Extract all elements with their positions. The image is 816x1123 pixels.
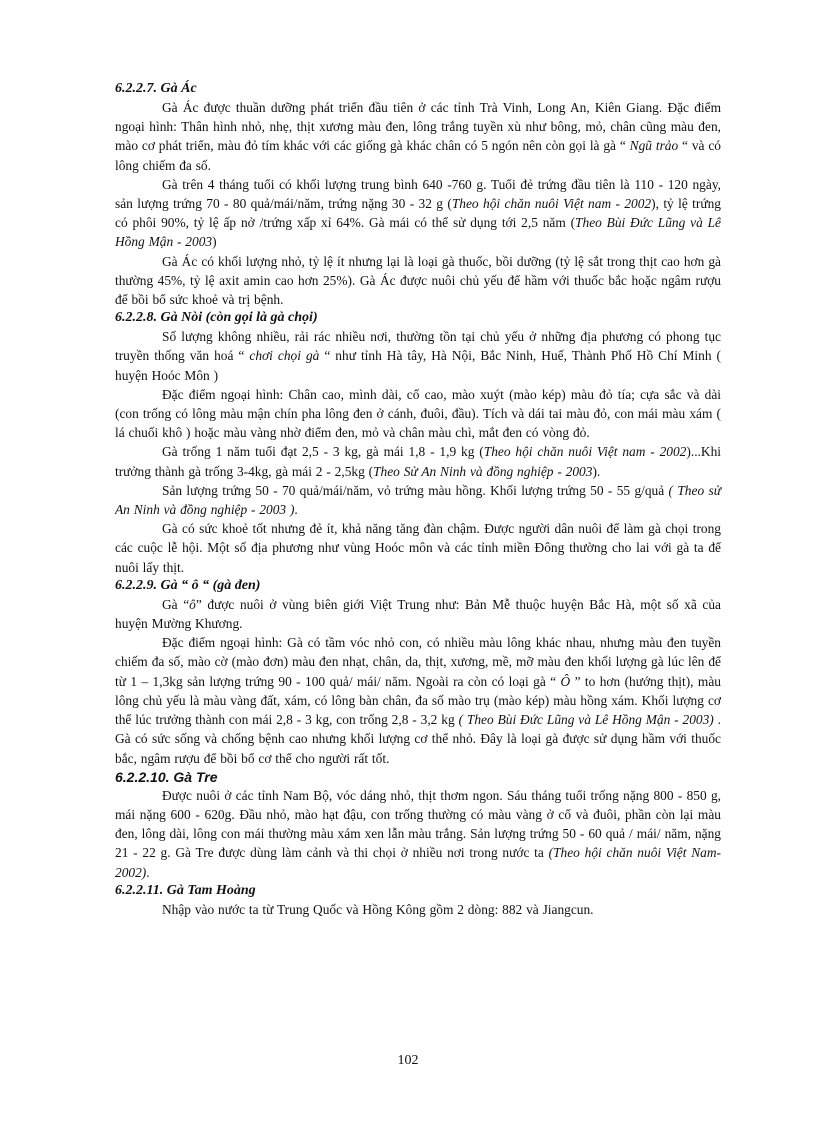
body-text: Gà “ xyxy=(162,596,190,612)
body-text: “ như tỉnh Hà tây, Hà Nội, Bắc Ninh, Huế, Thành Phố Hồ Chí Minh ( huyện Hoóc Môn ) xyxy=(115,348,721,383)
paragraph xyxy=(115,385,721,443)
citation-text: ô xyxy=(189,596,196,612)
body-text: Nhập vào nước ta từ Trung Quốc và Hồng Kông gồm 2 dòng: 882 và Jiangcun. xyxy=(162,901,594,917)
section-heading-ga-tre: 6.2.2.10. Gà Tre xyxy=(115,768,218,785)
body-text: . xyxy=(294,502,298,518)
section-heading-ga-o: 6.2.2.9. Gà “ ô “ (gà đen) xyxy=(115,577,261,593)
body-text: Gà có sức khoẻ tốt nhưng đẻ ít, khả năng tăng đàn chậm. Được người dân nuôi để làm gà chọi trong các cuộc lễ hội. Một số địa phương như vùng Hoóc môn và các tỉnh miền Đông thường cho lai với gà ta để nuôi lấy thịt. xyxy=(115,521,721,575)
citation-text: chơi chọi gà xyxy=(249,348,320,364)
paragraph xyxy=(115,595,721,633)
body-text: Đặc điểm ngoại hình: Chân cao, mình dài, cổ cao, mào xuýt (mào kép) màu đỏ tía; cựa sắc và dài (con trống có lông màu mận chín pha lông đen ở cánh, đuôi, đầu). Tích và dái tai màu đỏ, con mái màu xám ( lá chuối khô ) hoặc màu vàng nhờ điểm đen, mỏ và chân màu chì, mắt đen có vòng đỏ. xyxy=(115,386,721,441)
paragraph xyxy=(115,900,721,919)
citation-text: ( Theo sử An Ninh và đồng nghiệp - 2003 ) xyxy=(115,482,721,518)
body-text: Số lượng không nhiều, rải rác nhiều nơi, thường tồn tại chủ yếu ở những địa phương có phong tục truyền thống văn hoá “ xyxy=(115,329,721,364)
body-text: “ và có lông chiếm đa số. xyxy=(115,138,721,173)
body-text: ). xyxy=(592,463,601,479)
paragraph xyxy=(115,633,721,767)
citation-text: Theo hội chăn nuôi Việt nam - 2002 xyxy=(451,196,652,212)
paragraph xyxy=(115,98,721,175)
page-body xyxy=(115,80,721,919)
paragraph xyxy=(115,481,721,519)
citation-text: Theo Sử An Ninh và đồng nghiệp - 2003 xyxy=(373,463,593,479)
body-text: Sản lượng trứng 50 - 70 quả/mái/năm, vỏ trứng màu hồng. Khối lượng trứng 50 - 55 g/quả xyxy=(162,482,669,498)
paragraph xyxy=(115,442,721,480)
body-text: Gà Ác được thuần dưỡng phát triển đầu tiên ở các tỉnh Trà Vinh, Long An, Kiên Giang. Đặc điểm ngoại hình: Thân hình nhỏ, nhẹ, thịt xương màu đen, lông trắng tuyền xù như bông, mỏ, chân cũng màu đen, mào cơ phát triển, màu đỏ tím khác với các giống gà khác chân có 5 ngón nên còn gọi là gà “ xyxy=(115,100,721,154)
body-text: . xyxy=(146,864,150,880)
body-text: Gà trống 1 năm tuổi đạt 2,5 - 3 kg, gà mái 1,8 - 1,9 kg ( xyxy=(162,444,484,460)
body-text: Gà Ác có khối lượng nhỏ, tỷ lệ ít nhưng lại là loại gà thuốc, bồi dưỡng (tỷ lệ sắt trong thịt cao hơn gà thường 45%, tỷ lệ axit amin cao hơn 25%). Gà Ác được nuôi chủ yếu để hầm với thuốc bắc hoặc ngâm rượu để bồi bổ sức khoẻ và trị bệnh. xyxy=(115,253,721,308)
citation-text: Theo hội chăn nuôi Việt nam - 2002 xyxy=(483,444,687,460)
paragraph xyxy=(115,786,721,882)
body-text: . Gà có sức sống và chống bệnh cao nhưng khối lượng cơ thể nhỏ. Đây là loại gà được sử dụng hầm với thuốc bắc, ngâm rượu để bồi bổ cơ thể cho người rất tốt. xyxy=(115,712,722,766)
body-text: )...Khi trưởng thành gà trống 3-4kg, gà mái 2 - 2,5kg ( xyxy=(115,444,721,479)
body-text: ” được nuôi ở vùng biên giới Việt Trung như: Bản Mễ thuộc huyện Bắc Hà, một số xã của huyện Mường Khương. xyxy=(115,596,721,632)
paragraph xyxy=(115,519,721,577)
section-heading-ga-noi: 6.2.2.8. Gà Nòi (còn gọi là gà chọi) xyxy=(115,310,318,326)
page-number: 102 xyxy=(397,1053,419,1068)
paragraph xyxy=(115,175,721,252)
body-text: ” to hơn (hướng thịt), màu lông chủ yếu là màu vàng đất, xám, có lông bàn chân, đa số mào trụ (mào kép) màu hồng xám. Khối lượng cơ thể lúc trưởng thành con mái 2,8 - 3 kg, con trống 2,8 - 3,2 kg xyxy=(115,673,721,728)
citation-text: Ô xyxy=(560,673,571,689)
section-heading-ga-tam-hoang: 6.2.2.11. Gà Tam Hoàng xyxy=(115,882,256,898)
body-text: ), tỷ lệ trứng có phôi 90%, tỷ lệ ấp nở /trứng xấp xỉ 64%. Gà mái có thể sử dụng tới 2,5 năm ( xyxy=(115,196,721,231)
body-text: ) xyxy=(212,234,217,250)
body-text: Gà trên 4 tháng tuổi có khối lượng trung bình 640 -760 g. Tuổi đẻ trứng đầu tiên là 110 - 120 ngày, sản lượng trứng 70 - 80 quả/mái/năm, trứng nặng 30 - 32 g ( xyxy=(115,176,721,212)
body-text: Được nuôi ở các tỉnh Nam Bộ, vóc dáng nhỏ, thịt thơm ngon. Sáu tháng tuổi trống nặng 800 - 850 g, mái nặng 600 - 620g. Đầu nhỏ, mào hạt đậu, con trống thường có màu vàng ở cổ và đuôi, phần còn lại màu đen, lông dài, lông con mái thường màu xám xen lẫn màu trắng. Sản lượng trứng 50 - 60 quả / mái/ năm, nặng 21 - 22 g. Gà Tre được dùng làm cảnh và thi chọi ở nhiều nơi trong nước ta xyxy=(115,787,721,861)
section-heading-ga-ac: 6.2.2.7. Gà Ác xyxy=(115,81,197,96)
paragraph xyxy=(115,327,721,385)
paragraph xyxy=(115,252,721,310)
body-text: Đặc điểm ngoại hình: Gà có tầm vóc nhỏ con, có nhiều màu lông khác nhau, nhưng màu đen tuyền chiếm đa số, mào cờ (mào đơn) màu đen nhạt, chân, da, thịt, xương, mề, mỡ màu đen khối lượng gà lúc lên để từ 1 – 1,3kg sản lượng trứng 90 - 100 quả/ mái/ năm. Ngoài ra còn có loại gà “ xyxy=(115,635,721,689)
citation-text: Ngũ trảo xyxy=(629,138,679,154)
citation-text: ( Theo Bùi Đức Lũng và Lê Hồng Mận - 2003) xyxy=(458,712,714,728)
citation-text: (Theo hội chăn nuôi Việt Nam- 2002) xyxy=(115,845,721,880)
citation-text: Theo Bùi Đức Lũng và Lê Hồng Mận - 2003 xyxy=(115,215,721,250)
